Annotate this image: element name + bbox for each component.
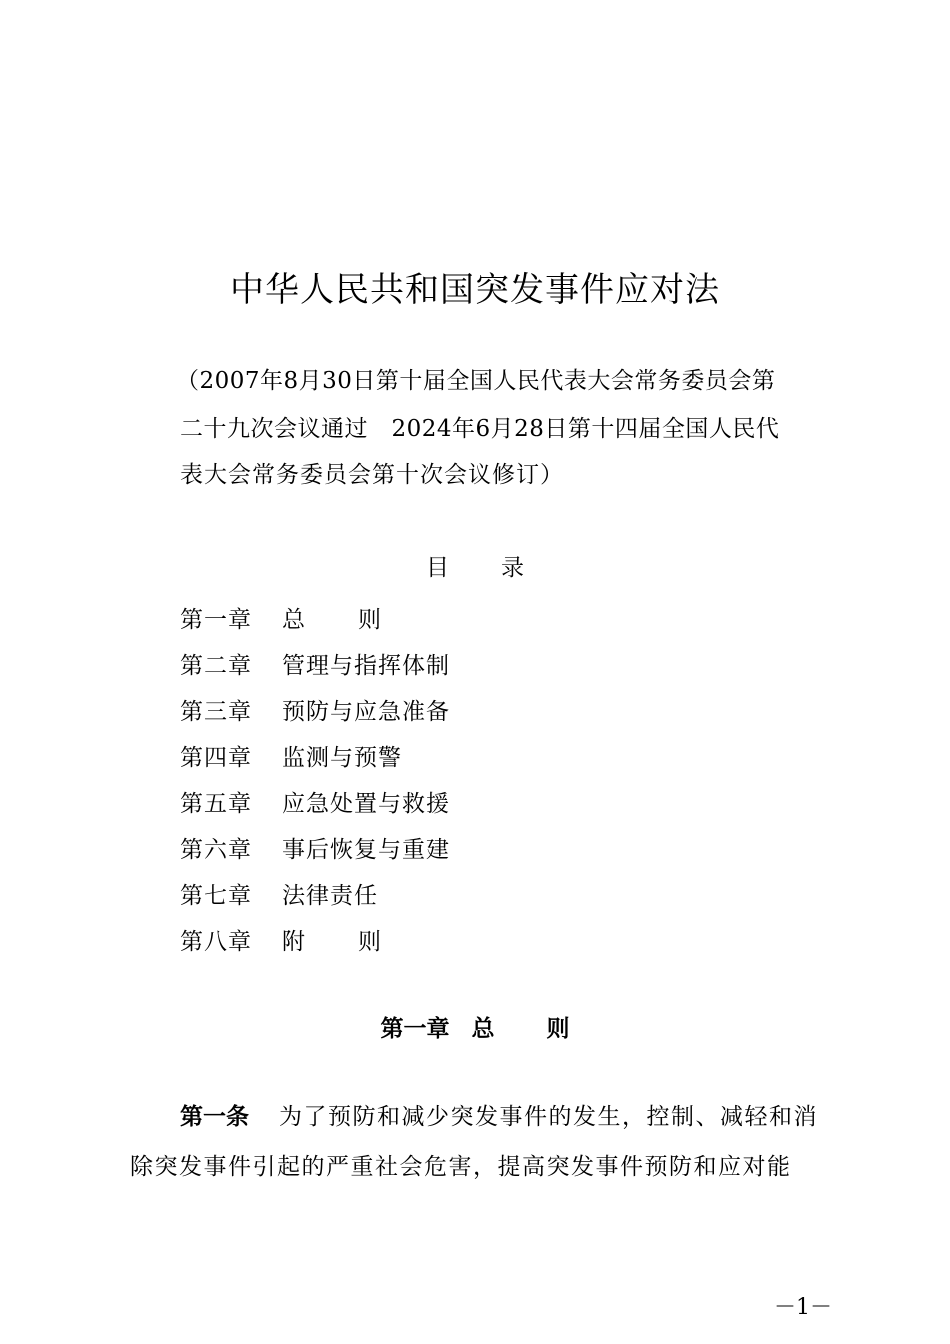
toc-item-number: 第三章 <box>180 698 252 725</box>
toc-heading-char-1: 目 <box>426 555 449 581</box>
toc-item-number: 第四章 <box>180 744 252 771</box>
chapter-heading-title-char: 总 <box>471 1016 495 1042</box>
toc-item-number: 第二章 <box>180 652 252 679</box>
page-number: －1－ <box>774 1295 832 1320</box>
chapter-heading <box>0 1010 950 1043</box>
toc-item-title-char: 总 <box>282 606 306 633</box>
chapter-heading-number: 第一章 <box>380 1016 450 1042</box>
toc-item-title: 监测与预警 <box>282 744 402 771</box>
toc-item-title-char: 则 <box>358 928 382 955</box>
article-1-line-1 <box>180 1098 818 1131</box>
toc-item-number: 第七章 <box>180 882 252 909</box>
toc-item-title: 预防与应急准备 <box>282 698 450 725</box>
toc-item-title <box>282 923 382 956</box>
toc-item[interactable] <box>180 778 450 824</box>
toc-item-title: 管理与指挥体制 <box>282 652 450 679</box>
toc-item[interactable] <box>180 916 450 962</box>
toc-heading-char-2: 录 <box>501 555 524 581</box>
toc-item-title: 法律责任 <box>282 882 378 909</box>
adoption-note-line-3: 表大会常务委员会第十次会议修订） <box>180 462 564 488</box>
toc-item-number: 第六章 <box>180 836 252 863</box>
adoption-note-line-1: （2007年8月30日第十届全国人民代表大会常务委员会第 <box>176 368 776 394</box>
toc-item-number: 第八章 <box>180 928 252 955</box>
toc-item[interactable] <box>180 870 450 916</box>
toc-item-title <box>282 601 382 634</box>
toc-item[interactable] <box>180 732 450 778</box>
article-1-line-2: 除突发事件引起的严重社会危害，提高突发事件预防和应对能 <box>130 1154 792 1180</box>
toc-item[interactable] <box>180 594 450 640</box>
article-label: 第一条 <box>180 1104 249 1130</box>
chapter-heading-title-char: 则 <box>546 1016 570 1042</box>
toc-item-title: 事后恢复与重建 <box>282 836 450 863</box>
toc-item[interactable] <box>180 640 450 686</box>
toc-item-title-char: 则 <box>358 606 382 633</box>
toc-item-title-char: 附 <box>282 928 306 955</box>
adoption-note-line-2: 二十九次会议通过 2024年6月28日第十四届全国人民代 <box>180 416 780 442</box>
document-title: 中华人民共和国突发事件应对法 <box>230 270 720 310</box>
toc-heading <box>0 549 950 582</box>
toc-item-number: 第一章 <box>180 606 252 633</box>
toc-item[interactable] <box>180 686 450 732</box>
table-of-contents <box>180 594 450 962</box>
article-1-text: 为了预防和减少突发事件的发生，控制、减轻和消 <box>279 1104 818 1130</box>
toc-item-number: 第五章 <box>180 790 252 817</box>
toc-item[interactable] <box>180 824 450 870</box>
toc-item-title: 应急处置与救援 <box>282 790 450 817</box>
